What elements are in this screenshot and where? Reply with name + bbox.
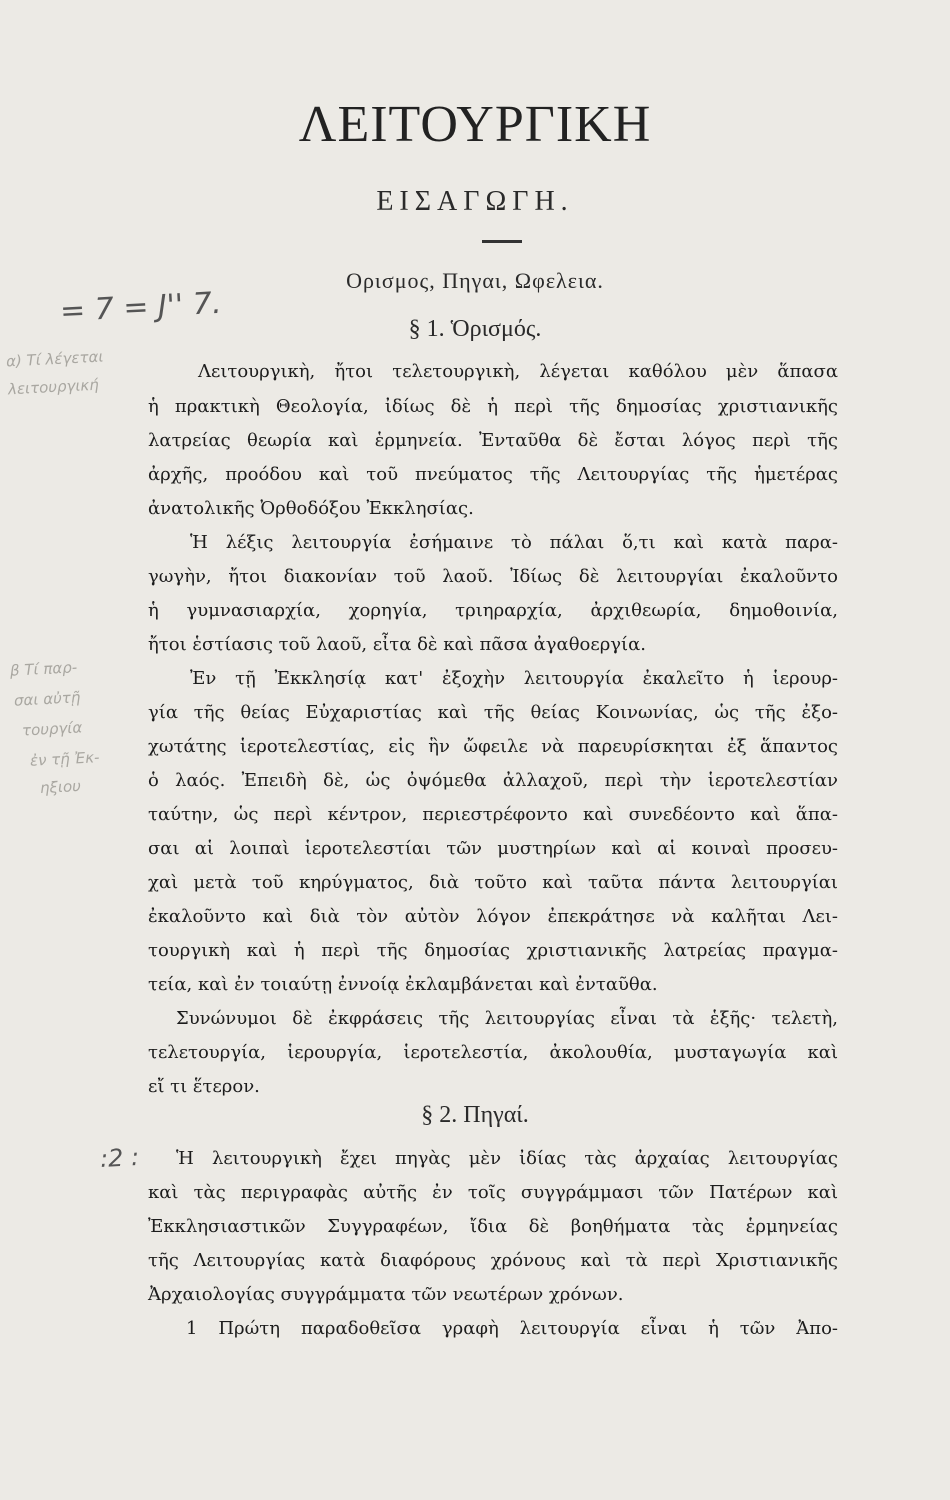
- margin-note-b-line-2: σαι αὐτῇ: [13, 688, 81, 710]
- margin-note-b-line-1: β Τί παρ-: [9, 658, 78, 680]
- text-line: τελετουργία, ἱερουργία, ἱεροτελεστία, ἀκολουθία, μυσταγωγία καὶ: [148, 1042, 838, 1063]
- text-line: τουργικὴ καὶ ἡ περὶ τῆς δημοσίας χριστιανικῆς λατρείας πραγμα-: [148, 940, 838, 961]
- margin-note-b-line-4: ἐν τῇ Ἐκ-: [29, 748, 100, 770]
- section-heading: Ορισμος, Πηγαι, Ωφελεια.: [346, 268, 604, 293]
- text-line: γωγὴν, ἤτοι διακονίαν τοῦ λαοῦ. Ἰδίως δὲ λειτουργίαι ἐκαλοῦντο: [148, 566, 838, 587]
- text-line: ἡ γυμνασιαρχία, χορηγία, τριηραρχία, ἀρχιθεωρία, δημοθοινία,: [148, 600, 838, 621]
- divider-rule: [482, 240, 522, 243]
- margin-note-section-2: :2 :: [99, 1142, 140, 1174]
- text-line: ἤτοι ἑστίασις τοῦ λαοῦ, εἶτα δὲ καὶ πᾶσα ἀγαθοεργία.: [148, 634, 646, 655]
- text-line: Ἐν τῇ Ἐκκλησίᾳ κατ' ἐξοχὴν λειτουργία ἐκαλεῖτο ἡ ἱερουρ-: [190, 668, 838, 689]
- margin-note-b-line-3: τουργία: [21, 718, 83, 740]
- text-line: Ἡ λειτουργικὴ ἔχει πηγὰς μὲν ἰδίας τὰς ἀρχαίας λειτουργίας: [176, 1148, 838, 1169]
- text-line: ἀρχῆς, προόδου καὶ τοῦ πνεύματος τῆς Λειτουργίας τῆς ἡμετέρας: [148, 464, 838, 485]
- text-line: Ἡ λέξις λειτουργία ἐσήμαινε τὸ πάλαι ὅ,τι καὶ κατὰ παρα-: [190, 532, 838, 553]
- text-line: σαι αἱ λοιπαὶ ἱεροτελεστίαι τῶν μυστηρίων καὶ αἱ κοιναὶ προσευ-: [148, 838, 838, 859]
- text-line: Λειτουργικὴ, ἤτοι τελετουργικὴ, λέγεται καθόλου μὲν ἅπασα: [198, 361, 838, 382]
- text-line: χωτάτης ἱεροτελεστίας, εἰς ἣν ὤφειλε νὰ παρευρίσκηται ἐξ ἅπαντος: [148, 736, 838, 757]
- section-1-heading: § 1. Ὁρισμός.: [408, 316, 542, 342]
- text-line: γία τῆς θείας Εὐχαριστίας καὶ τῆς θείας Κοινωνίας, ὡς τῆς ἐξο-: [148, 702, 838, 723]
- text-line: ἡ πρακτικὴ Θεολογία, ἰδίως δὲ ἡ περὶ τῆς δημοσίας χριστιανικῆς: [148, 396, 838, 417]
- text-line: χαὶ μετὰ τοῦ κηρύγματος, διὰ τοῦτο καὶ ταῦτα πάντα λειτουργίαι: [148, 872, 838, 893]
- text-line: τεία, καὶ ἐν τοιαύτῃ ἐννοίᾳ ἐκλαμβάνεται καὶ ἐνταῦθα.: [148, 974, 658, 995]
- text-line: ἀνατολικῆς Ὀρθοδόξου Ἐκκλησίας.: [148, 498, 474, 519]
- margin-note-a-line-2: λειτουργική: [7, 375, 100, 399]
- text-line: Ἐκκλησιαστικῶν Συγγραφέων, ἴδια δὲ βοηθήματα τὰς ἑρμηνείας: [148, 1216, 838, 1237]
- page-title: ΛΕΙΤΟΥΡΓΙΚΗ: [298, 96, 652, 153]
- margin-note-b-line-5: ηξιου: [39, 776, 82, 798]
- text-line: τῆς Λειτουργίας κατὰ διαφόρους χρόνους καὶ τὰ περὶ Χριστιανικῆς: [148, 1250, 838, 1271]
- text-line: 1 Πρώτη παραδοθεῖσα γραφὴ λειτουργία εἶναι ἡ τῶν Ἀπο-: [186, 1318, 838, 1339]
- text-line: εἴ τι ἕτερον.: [148, 1076, 260, 1097]
- text-line: ἐκαλοῦντο καὶ διὰ τὸν αὐτὸν λόγον ἐπεκράτησε νὰ καλῆται Λει-: [148, 906, 838, 927]
- text-line: ὁ λαός. Ἐπειδὴ δὲ, ὡς ὀψόμεθα ἀλλαχοῦ, περὶ τὴν ἱεροτελεστίαν: [148, 770, 838, 791]
- text-line: Ἀρχαιολογίας συγγράμματα τῶν νεωτέρων χρόνων.: [148, 1284, 624, 1305]
- margin-note-number: = 7 = J'' 7.: [59, 285, 223, 330]
- page-subtitle: ΕΙΣΑΓΩΓΗ.: [376, 186, 574, 217]
- text-line: λατρείας θεωρία καὶ ἑρμηνεία. Ἐνταῦθα δὲ ἔσται λόγος περὶ τῆς: [148, 430, 838, 451]
- text-line: ταύτην, ὡς περὶ κέντρον, περιεστρέφοντο καὶ συνεδέοντο καὶ ἅπα-: [148, 804, 838, 825]
- margin-note-a-line-1: α) Τί λέγεται: [5, 347, 104, 371]
- text-line: καὶ τὰς περιγραφὰς αὐτῆς ἐν τοῖς συγγράμμασι τῶν Πατέρων καὶ: [148, 1182, 838, 1203]
- text-line: Συνώνυμοι δὲ ἐκφράσεις τῆς λειτουργίας εἶναι τὰ ἑξῆς· τελετὴ,: [176, 1008, 838, 1029]
- section-2-heading: § 2. Πηγαί.: [421, 1102, 529, 1128]
